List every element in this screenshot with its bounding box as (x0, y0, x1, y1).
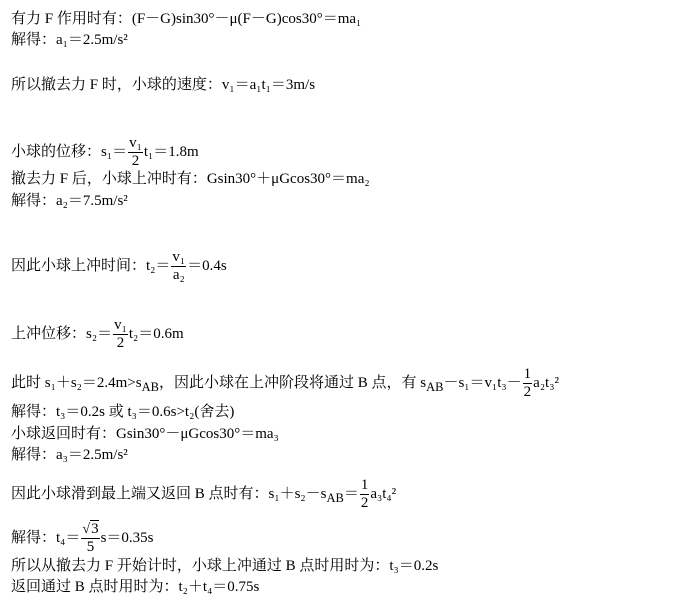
line-upward-motion: 撤去力 F 后，小球上冲时有：Gsin30°＋μGcos30°＝ma₂ (11, 171, 370, 187)
line-displacement-s1 (11, 136, 199, 169)
line-a2-result: 解得：a₂＝7.5m/s² (11, 193, 128, 209)
frac-denominator: 5 (86, 539, 95, 555)
text-s2-result: t₂＝0.6m (128, 325, 184, 342)
line-return-motion: 小球返回时有：Gsin30°－μGcos30°＝ma₃ (11, 426, 279, 442)
text-t2-label: 因此小球上冲时间：t₂＝ (11, 257, 171, 274)
text-a3t4-squared: a₃t₄² (370, 485, 397, 502)
line-displacement-s2 (11, 318, 184, 351)
line-force-applied: 有力 F 作用时有：(F－G)sin30°－μ(F－G)cos30°＝ma₁ (11, 11, 362, 27)
frac-numerator (81, 522, 99, 539)
line-time-t2 (11, 250, 227, 283)
line-t3-time: 所以从撤去力 F 开始计时，小球上冲通过 B 点时用时为：t₃＝0.2s (11, 558, 439, 574)
sqrt-sign: √ (82, 522, 91, 537)
text-equals: ＝ (343, 485, 359, 502)
fraction-v1-over-2 (113, 318, 128, 351)
frac-numerator: 1 (523, 366, 532, 382)
line-a3-result: 解得：a₃＝2.5m/s² (11, 447, 128, 463)
line-t3-result: 解得：t₃＝0.2s 或 t₃＝0.6s>t₂(舍去) (11, 404, 235, 420)
frac-numerator: 1 (360, 477, 369, 493)
text-t4-label: 解得：t₄＝ (11, 529, 81, 546)
text-t4-value: s＝0.35s (100, 529, 154, 546)
frac-denominator: 2 (116, 335, 125, 351)
text-s2-label: 上冲位移：s₂＝ (11, 325, 113, 342)
text-s1-label: 小球的位移：s₁＝ (11, 143, 128, 160)
line-pass-point-b (11, 367, 559, 400)
fraction-one-half (523, 367, 533, 400)
frac-numerator: v₁ (129, 135, 142, 151)
fraction-v1-over-a2 (171, 250, 186, 283)
fraction-one-half (360, 478, 370, 511)
line-velocity: 所以撤去力 F 时，小球的速度：v₁＝a₁t₁＝3m/s (11, 77, 316, 93)
frac-numerator: v₁ (172, 249, 186, 265)
frac-denominator: 2 (523, 384, 532, 400)
frac-denominator: a₂ (172, 267, 185, 283)
frac-numerator: v₁ (114, 317, 127, 333)
text-sum-s1-s2: 此时 s₁＋s₂＝2.4m>s (11, 374, 142, 391)
text-t2-result: ＝0.4s (187, 257, 227, 274)
fraction-sqrt3-over-5 (81, 522, 99, 555)
line-total-time: 返回通过 B 点时用时为：t₂＋t₄＝0.75s (11, 579, 260, 595)
text-pass-b: ，因此小球在上冲阶段将通过 B 点，有 s (158, 374, 427, 391)
line-a1-result: 解得：a₁＝2.5m/s² (11, 32, 128, 48)
sub-ab: AB (141, 379, 159, 394)
sub-ab: AB (326, 490, 344, 505)
frac-denominator: 2 (131, 153, 140, 169)
text-s1-result: t₁＝1.8m (143, 143, 199, 160)
text-kinematics: －s₁＝v₁t₃－ (443, 374, 522, 391)
radicand: 3 (91, 521, 99, 537)
fraction-v1-over-2 (128, 136, 143, 169)
text-a2t3-squared: a₂t₃² (533, 374, 559, 391)
line-t4-result (11, 522, 154, 555)
text-return-b: 因此小球滑到最上端又返回 B 点时有：s₁＋s₂－s (11, 485, 327, 502)
sub-ab: AB (426, 379, 444, 394)
frac-denominator: 2 (360, 495, 369, 511)
line-return-to-b (11, 478, 396, 511)
